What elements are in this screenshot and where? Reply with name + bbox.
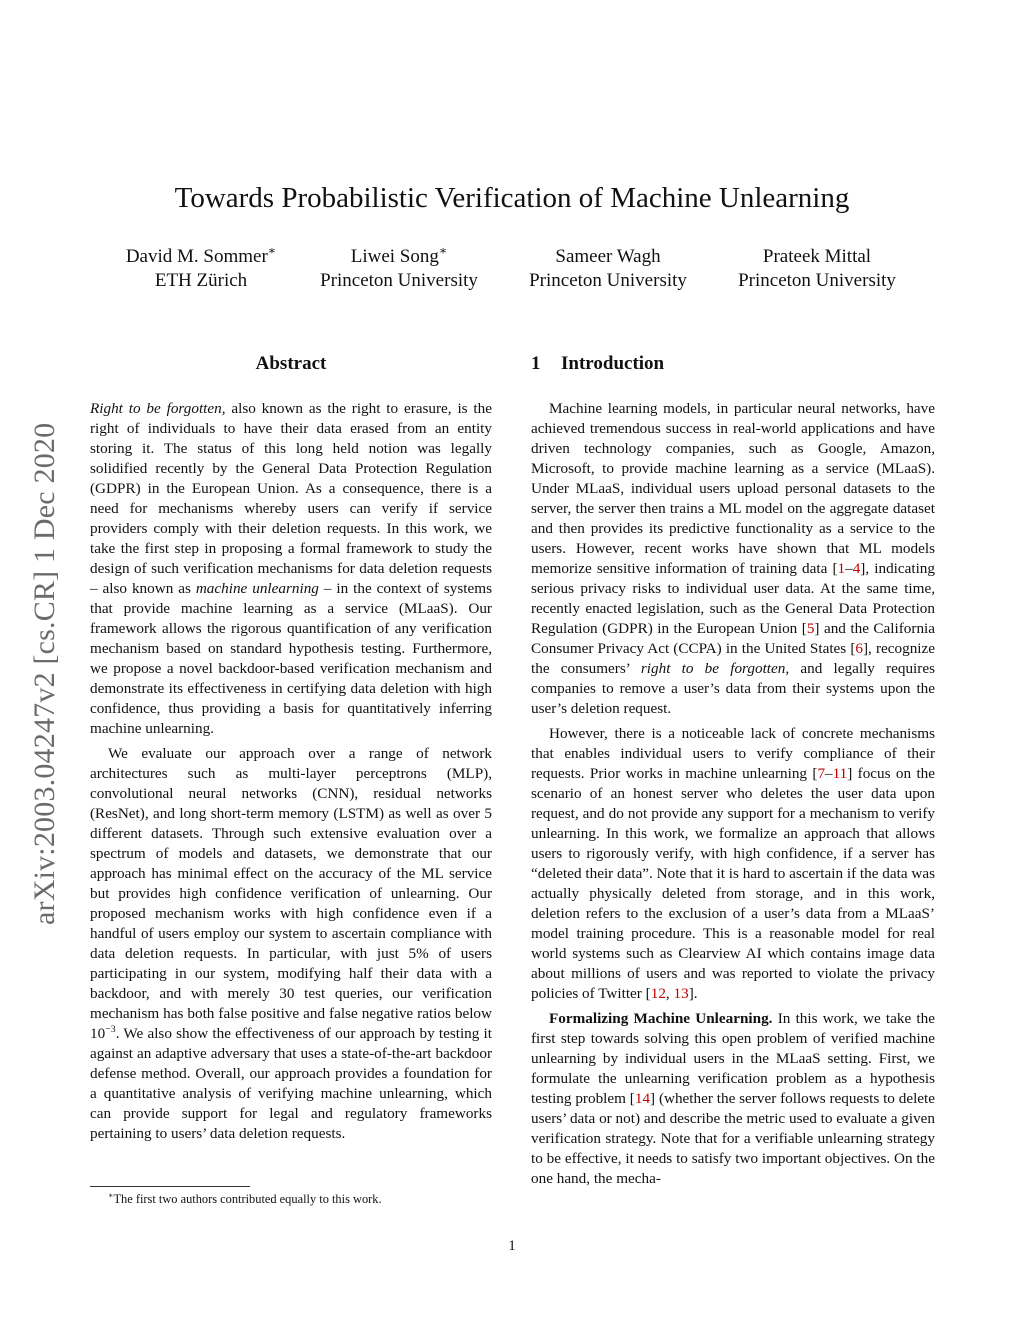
footnote-mark: ∗ <box>108 1190 114 1200</box>
footnote-text: The first two authors contributed equally to this work. <box>113 1192 382 1206</box>
text-run: , and legally requires companies to remove a user’s data from their systems upon the user’s deletion request. <box>531 660 935 717</box>
author-affiliation: Princeton University <box>529 270 687 291</box>
intro-paragraph <box>531 1009 935 1189</box>
introduction-heading <box>531 350 935 378</box>
author-name: Prateek Mittal <box>762 246 872 267</box>
text-run: ], indicating serious privacy risks to individual user data. At the same time, recently enacted legislation, such as the General Data Protection Regulation (GDPR) in the European Union [ <box>531 560 935 637</box>
paper-title: Towards Probabilistic Verification of Machine Unlearning <box>174 182 850 214</box>
citation-link[interactable]: 11 <box>832 765 848 782</box>
citation-link[interactable]: 12 <box>650 985 666 1002</box>
text-run: – <box>845 560 853 577</box>
section-number: 1 <box>531 353 541 374</box>
author-name: Liwei Song <box>350 246 439 267</box>
text-run: We evaluate our approach over a range of network architectures such as multi-layer perceptrons (MLP), convolutional neural networks (CNN), residual networks (ResNet), and long short-term memory (LSTM) as well as over 5 different datasets. Through such extensive evaluation over a spectrum of models and datasets, we demonstrate that our approach has minimal effect on the accuracy of the ML service but provides high confidence verification of unlearning. Our proposed mechanism works with high confidence even if a handful of users employ our system to ascertain compliance with data deletion requests. In particular, with just 5% of users participating in our system, modifying half their data with a backdoor, and with merely 30 test queries, our verification mechanism has both false positive and false negative ratios below 10 <box>90 745 492 1042</box>
italic-term: machine unlearning <box>195 580 319 597</box>
abstract-section <box>90 350 492 1149</box>
citation-link[interactable]: 14 <box>634 1090 651 1107</box>
exponent: −3 <box>105 1023 116 1035</box>
author-name: Sameer Wagh <box>555 246 661 267</box>
text-run: Machine learning models, in particular neural networks, have achieved tremendous success in real-world applications and have driven technology companies, such as Google, Amazon, Microsoft, to provide machine learning as a service (MLaaS). Under MLaaS, individual users upload personal datasets to the server, the server then trains a ML model on the aggregate dataset and then provides its predictive functionality as a service to the users. However, recent works have shown that ML models memorize sensitive information of training data [ <box>531 400 935 577</box>
arxiv-identifier-stamp: arXiv:2003.04247v2 [cs.CR] 1 Dec 2020 <box>28 422 61 925</box>
italic-term: Right to be forgotten <box>90 400 222 417</box>
footnote <box>90 1190 492 1208</box>
citation-link[interactable]: 6 <box>855 640 863 657</box>
author-name: David M. Sommer <box>125 246 268 267</box>
citation-link[interactable]: 13 <box>673 985 689 1002</box>
italic-term: right to be forgotten <box>640 660 786 677</box>
text-run: ] focus on the scenario of an honest server who deletes the user data upon request, and do not provide any support for a mechanism to verify unlearning. In this work, we formalize an approach that allows users to rigorously verify, with high confidence, if a server has “deleted their data”. Note that it is hard to ascertain if the data was actually physically deleted from storage, and in this work, deletion refers to the exclusion of a user’s data from a MLaaS’ model training procedure. This is a reasonable model for real world systems such as Clearview AI which contains image data about millions of users and was reported to violate the privacy policies of Twitter [ <box>531 765 935 1002</box>
text-run: ] and the California Consumer Privacy Act (CCPA) in the United States [ <box>531 620 935 657</box>
footnote-divider <box>90 1186 250 1187</box>
author-footnote-mark: ∗ <box>267 243 277 258</box>
author-footnote-mark: ∗ <box>438 243 448 258</box>
text-run: – <box>825 765 833 782</box>
intro-paragraph <box>531 724 935 1004</box>
text-run: In this work, we take the first step towards solving this open problem of verified machine unlearning by individual users in the MLaaS setting. First, we formulate the unlearning verification problem as a hypothesis testing problem [ <box>531 1010 935 1107</box>
author-block <box>529 245 687 293</box>
intro-paragraph <box>531 399 935 719</box>
citation-link[interactable]: 5 <box>806 620 815 637</box>
section-title: Introduction <box>561 353 665 374</box>
text-run: , <box>665 985 674 1002</box>
author-affiliation: Princeton University <box>738 270 896 291</box>
abstract-paragraph <box>90 744 492 1144</box>
citation-link[interactable]: 4 <box>852 560 861 577</box>
introduction-section <box>531 350 935 1194</box>
text-run: However, there is a noticeable lack of concrete mechanisms that enables individual users to verify compliance of their requests. Prior works in machine unlearning [ <box>531 725 935 782</box>
text-run: – in the context of systems that provide machine learning as a service (MLaaS). Our framework allows the rigorous quantification of any verification mechanism based on standard hypothesis testing. Furthermore, we propose a novel backdoor-based verification mechanism and demonstrate its effectiveness in certifying data deletion with high confidence, thus providing a basis for quantitatively inferring machine unlearning. <box>90 580 492 737</box>
author-block <box>738 245 896 293</box>
author-affiliation: Princeton University <box>320 270 478 291</box>
text-run: ]. <box>688 985 698 1002</box>
author-affiliation: ETH Zürich <box>154 270 248 291</box>
citation-link[interactable]: 7 <box>817 765 826 782</box>
author-block <box>126 245 276 293</box>
paragraph-run-in-heading: Formalizing Machine Unlearning. <box>549 1010 773 1027</box>
abstract-heading: Abstract <box>255 353 327 374</box>
page-number: 1 <box>508 1238 516 1254</box>
text-run: , also known as the right to erasure, is the right of individuals to have their data erased from an entity storing it. The status of this long held notion was legally solidified recently by the General Data Protection Regulation (GDPR) in the European Union. As a consequence, there is a need for mechanisms whereby users can verify if service providers comply with their deletion requests. In this work, we take the first step in proposing a formal framework to study the design of such verification mechanisms for data deletion requests – also known as <box>90 400 492 597</box>
author-block <box>320 245 478 293</box>
text-run: . We also show the effectiveness of our approach by testing it against an adaptive adversary that uses a state-of-the-art backdoor defense method. Overall, our approach provides a foundation for a quantitative analysis of verifying machine unlearning, which can provide support for legal and regulatory frameworks pertaining to users’ data deletion requests. <box>90 1025 492 1142</box>
text-run: ], recognize the consumers’ <box>531 640 935 677</box>
abstract-paragraph <box>90 399 492 739</box>
citation-link[interactable]: 1 <box>837 560 846 577</box>
text-run: ] (whether the server follows requests to delete users’ data or not) and describe the metric used to evaluate a given verification strategy. Note that for a verifiable unlearning strategy to be effective, it needs to satisfy two important objectives. On the one hand, the mecha- <box>531 1090 936 1187</box>
